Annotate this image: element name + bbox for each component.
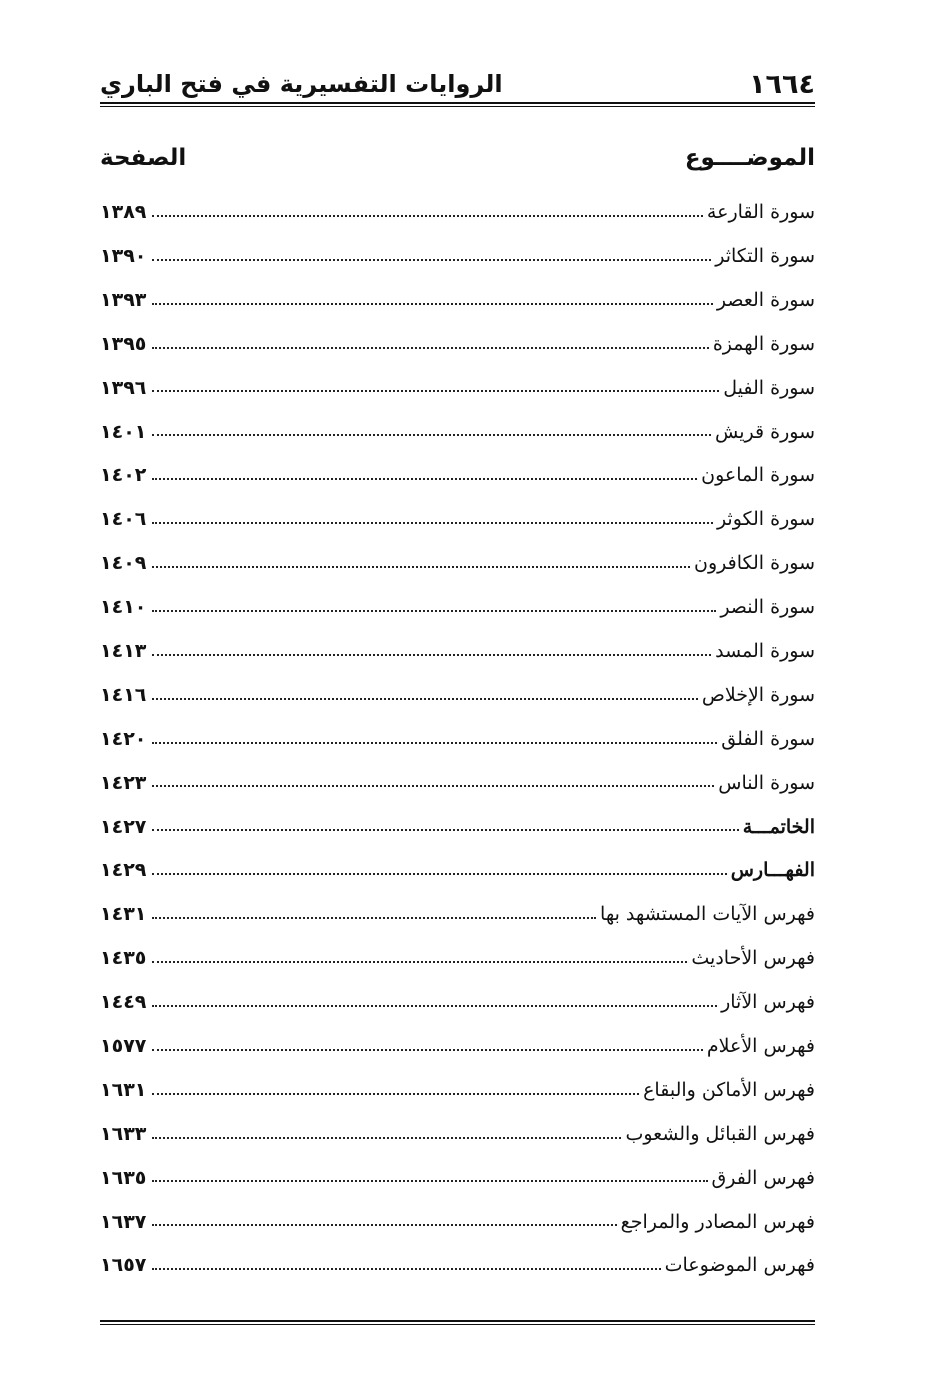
- toc-entry-topic: سورة الفيل: [723, 376, 815, 399]
- toc-entry-topic: فهرس الأماكن والبقاع: [643, 1078, 815, 1101]
- dot-leader: [152, 1093, 639, 1095]
- toc-entry-topic: سورة العصر: [716, 288, 815, 311]
- toc-entry: [100, 487, 815, 531]
- toc-entry: [100, 575, 815, 619]
- dot-leader: [152, 478, 697, 480]
- toc-entry-page: ١٤٢٧: [100, 815, 147, 838]
- dot-leader: [152, 215, 703, 217]
- toc-entry-topic: سورة الفلق: [721, 727, 815, 750]
- toc-entry-page: ١٤٢٠: [100, 727, 147, 750]
- page-number: ١٦٦٤: [749, 68, 815, 100]
- toc-entry-page: ١٤٣١: [100, 903, 147, 926]
- toc-entry-page: ١٣٨٩: [100, 201, 147, 224]
- toc-entry: [100, 312, 815, 356]
- table-of-contents: [100, 180, 815, 1277]
- toc-entry-page: ١٣٩٠: [100, 244, 147, 267]
- toc-entry-topic: سورة الكافرون: [694, 552, 815, 575]
- dot-leader: [152, 434, 711, 436]
- toc-entry: [100, 224, 815, 268]
- dot-leader: [152, 1224, 616, 1226]
- toc-entry: [100, 443, 815, 487]
- header-rule: [100, 102, 815, 107]
- running-header: [100, 64, 815, 104]
- toc-entry: [100, 531, 815, 575]
- topic-column-heading: الموضــــوع: [684, 145, 815, 171]
- dot-leader: [152, 347, 708, 349]
- dot-leader: [152, 1137, 621, 1139]
- dot-leader: [152, 303, 713, 305]
- toc-entry: [100, 1189, 815, 1233]
- toc-entry: [100, 751, 815, 795]
- toc-entry-page: ١٤٣٥: [100, 947, 147, 970]
- toc-entry-page: ١٦٣١: [100, 1078, 147, 1101]
- toc-entry-topic: سورة الهمزة: [712, 332, 815, 355]
- dot-leader: [152, 1005, 717, 1007]
- toc-entry-topic: سورة النصر: [720, 596, 815, 619]
- toc-entry: [100, 926, 815, 970]
- toc-entry-page: ١٥٧٧: [100, 1035, 147, 1058]
- toc-entry-page: ١٤٤٩: [100, 991, 147, 1014]
- toc-entry-page: ١٦٣٣: [100, 1122, 147, 1145]
- toc-entry-page: ١٤٠٩: [100, 552, 147, 575]
- toc-entry-page: ١٤٠١: [100, 420, 147, 443]
- toc-entry-page: ١٣٩٦: [100, 376, 147, 399]
- toc-entry: [100, 1014, 815, 1058]
- dot-leader: [152, 390, 719, 392]
- dot-leader: [152, 1180, 707, 1182]
- toc-entry: [100, 663, 815, 707]
- toc-entry-topic: فهرس المصادر والمراجع: [620, 1210, 815, 1233]
- dot-leader: [152, 522, 713, 524]
- toc-entry: [100, 1146, 815, 1190]
- dot-leader: [152, 917, 596, 919]
- toc-entry: [100, 838, 815, 882]
- toc-entry: [100, 707, 815, 751]
- toc-entry-topic: فهرس الآثار: [721, 991, 815, 1014]
- dot-leader: [152, 785, 714, 787]
- dot-leader: [152, 873, 726, 875]
- toc-entry-topic: فهرس الآيات المستشهد بها: [600, 903, 815, 926]
- toc-entry-topic: فهرس القبائل والشعوب: [625, 1122, 815, 1145]
- toc-entry: [100, 619, 815, 663]
- toc-entry: [100, 399, 815, 443]
- toc-entry-page: ١٣٩٥: [100, 332, 147, 355]
- toc-entry-page: ١٤٠٦: [100, 508, 147, 531]
- toc-column-headings: [100, 140, 815, 176]
- toc-entry-page: ١٦٣٧: [100, 1210, 147, 1233]
- toc-entry-page: ١٦٣٥: [100, 1166, 147, 1189]
- dot-leader: [152, 610, 716, 612]
- toc-entry-topic: فهرس الفرق: [711, 1166, 815, 1189]
- toc-entry-topic: الخاتمـــة: [742, 815, 815, 838]
- dot-leader: [152, 566, 690, 568]
- footer-rule: [100, 1320, 815, 1325]
- toc-entry-page: ١٣٩٣: [100, 288, 147, 311]
- toc-entry-topic: سورة قريش: [715, 420, 815, 443]
- toc-entry-topic: سورة الإخلاص: [701, 683, 815, 706]
- toc-entry-topic: الفهـــارس: [730, 859, 815, 882]
- dot-leader: [152, 961, 687, 963]
- toc-entry: [100, 356, 815, 400]
- toc-entry-page: ١٦٥٧: [100, 1254, 147, 1277]
- toc-entry: [100, 1058, 815, 1102]
- dot-leader: [152, 742, 717, 744]
- toc-entry-page: ١٤٢٩: [100, 859, 147, 882]
- dot-leader: [152, 829, 738, 831]
- page-column-heading: الصفحة: [100, 145, 187, 171]
- toc-entry-topic: سورة التكاثر: [715, 244, 815, 267]
- toc-entry-page: ١٤٢٣: [100, 771, 147, 794]
- toc-entry-topic: فهرس الأعلام: [706, 1035, 815, 1058]
- toc-entry: [100, 268, 815, 312]
- toc-entry-topic: فهرس الموضوعات: [664, 1254, 815, 1277]
- toc-entry-page: ١٤٠٢: [100, 464, 147, 487]
- toc-entry-topic: سورة المسد: [715, 640, 815, 662]
- toc-entry: [100, 970, 815, 1014]
- book-title: الروايات التفسيرية في فتح الباري: [100, 70, 503, 98]
- toc-entry: [100, 1102, 815, 1146]
- toc-entry-topic: سورة القارعة: [706, 201, 815, 224]
- toc-entry-page: ١٤١٣: [100, 640, 147, 662]
- toc-entry: [100, 882, 815, 926]
- toc-entry-topic: فهرس الأحاديث: [691, 947, 815, 970]
- toc-entry-page: ١٤١٦: [100, 683, 147, 706]
- toc-entry: [100, 1233, 815, 1277]
- toc-entry-topic: سورة الكوثر: [716, 508, 815, 531]
- toc-entry: [100, 794, 815, 838]
- dot-leader: [152, 654, 711, 656]
- toc-entry-topic: سورة الماعون: [701, 464, 815, 487]
- toc-entry-page: ١٤١٠: [100, 596, 147, 619]
- toc-entry-topic: سورة الناس: [718, 771, 815, 794]
- dot-leader: [152, 1268, 660, 1270]
- dot-leader: [152, 1049, 703, 1051]
- dot-leader: [152, 259, 711, 261]
- dot-leader: [152, 698, 698, 700]
- toc-entry: [100, 180, 815, 224]
